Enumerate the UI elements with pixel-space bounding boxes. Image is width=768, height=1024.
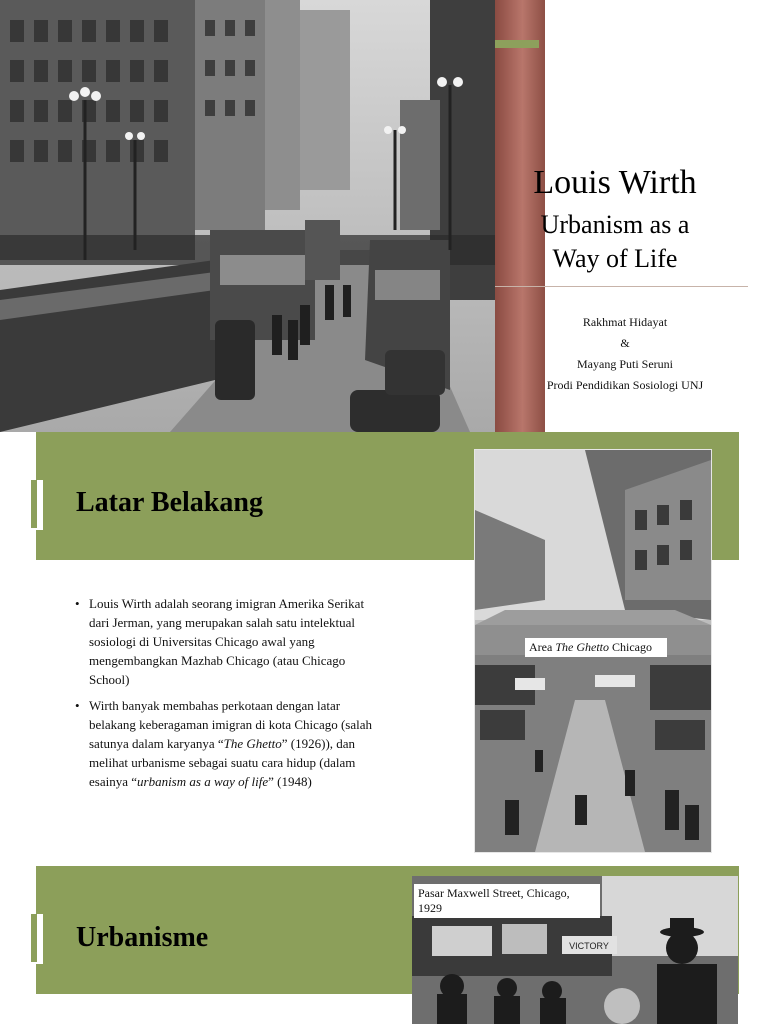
- victory-sign: VICTORY: [569, 941, 609, 951]
- title-divider: [495, 286, 748, 287]
- accent-bar: [495, 40, 539, 48]
- band-notch: [36, 914, 43, 964]
- background-slide: [0, 432, 768, 864]
- subtitle-line-1: Urbanism as a: [540, 210, 690, 239]
- author-name: Mayang Puti Seruni: [577, 357, 673, 371]
- book-title: The Ghetto: [223, 736, 282, 751]
- photo-caption: Area The Ghetto Chicago: [525, 638, 667, 657]
- slide-subtitle: [500, 208, 730, 276]
- urbanism-slide: [0, 864, 768, 1024]
- band-tab: [31, 914, 37, 962]
- section-heading: Latar Belakang: [76, 487, 263, 518]
- bullet-item: • Louis Wirth adalah seorang imigran Amerika Serikat dari Jerman, yang merupakan salah satu intelektual sosiologi di Universitas Chicago awal yang mengembangkan Mazhab Chicago (atau Chicago School): [72, 594, 382, 689]
- band-notch: [36, 480, 43, 530]
- section-heading: Urbanisme: [76, 922, 209, 953]
- bullet-list: [72, 594, 382, 798]
- bullet-item: • Wirth banyak membahas perkotaan dengan latar belakang keberagaman imigran di kota Chicago (salah satunya dalam karyanya “The Ghetto” (1926)), dan melihat urbanisme sebagai suatu cara hidup (dalam esainya “urbanism as a way of life” (1948): [72, 696, 382, 791]
- chicago-street-photo: [0, 0, 495, 432]
- author-name: Rakhmat Hidayat: [582, 315, 668, 329]
- essay-title: urbanism as a way of life: [137, 774, 269, 789]
- affiliation: Prodi Pendidikan Sosiologi UNJ: [546, 378, 704, 392]
- photo-caption: Pasar Maxwell Street, Chicago, 1929: [414, 884, 600, 918]
- street-scene-illustration: [0, 0, 495, 432]
- band-tab: [31, 480, 37, 528]
- authors-block: [540, 312, 710, 396]
- slide-title: Louis Wirth: [533, 164, 697, 201]
- author-separator: &: [620, 336, 630, 350]
- subtitle-line-2: Way of Life: [552, 244, 678, 273]
- title-slide: [0, 0, 768, 432]
